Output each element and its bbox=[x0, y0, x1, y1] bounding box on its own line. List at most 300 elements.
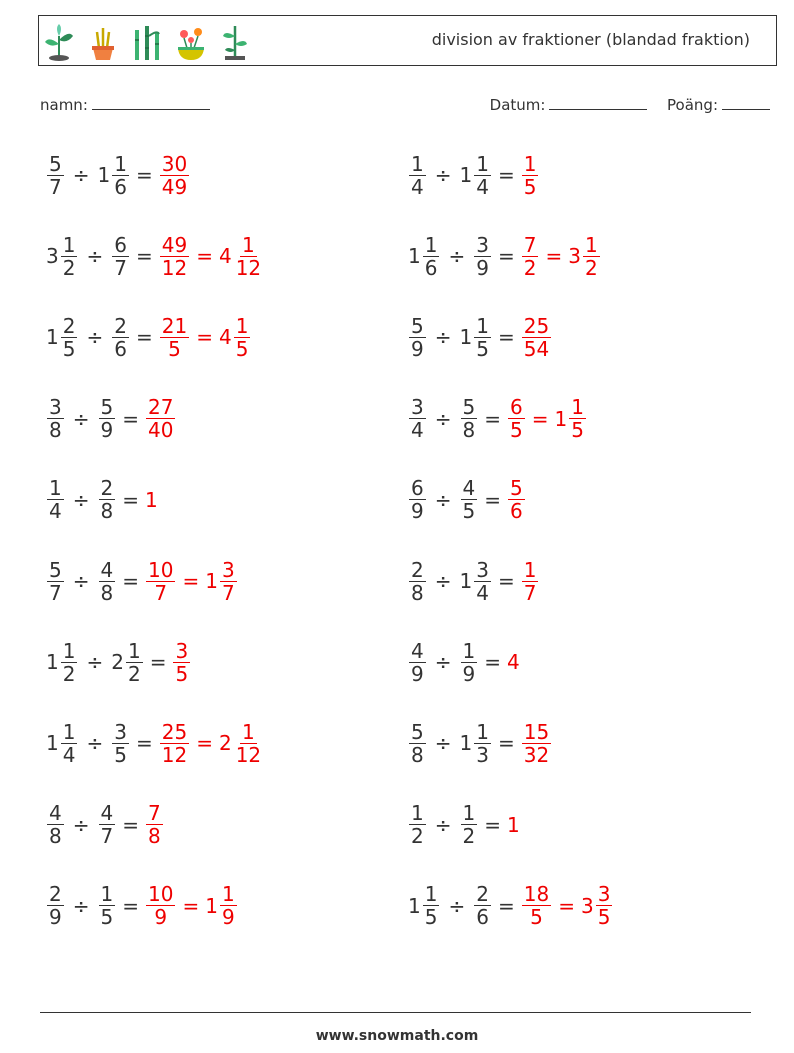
dividend-fraction bbox=[409, 315, 426, 360]
equals-sign: = bbox=[122, 812, 139, 837]
numerator: 4 bbox=[100, 557, 114, 582]
numerator: 1 bbox=[411, 151, 424, 176]
divisor-fraction bbox=[112, 315, 129, 360]
answer bbox=[507, 396, 587, 441]
divisor-fraction bbox=[99, 883, 116, 928]
dividend-whole: 1 bbox=[46, 731, 59, 756]
dividend-whole: 1 bbox=[408, 244, 421, 269]
denominator: 5 bbox=[571, 418, 584, 443]
dividend-number bbox=[46, 802, 65, 847]
problem-item bbox=[408, 876, 613, 936]
dividend-fraction bbox=[409, 396, 426, 441]
problem-item bbox=[408, 145, 539, 205]
numerator: 10 bbox=[148, 557, 174, 582]
denominator: 5 bbox=[168, 336, 181, 361]
numerator: 2 bbox=[476, 882, 489, 907]
bamboo-icon bbox=[129, 22, 165, 62]
answer-number bbox=[159, 315, 190, 360]
numerator: 18 bbox=[523, 882, 550, 907]
divisor-fraction bbox=[461, 477, 478, 522]
problem-item bbox=[46, 713, 264, 773]
denominator: 3 bbox=[476, 742, 489, 767]
dividend-fraction bbox=[47, 802, 64, 847]
divisor-number bbox=[111, 315, 130, 360]
equals-sign: = bbox=[497, 244, 515, 269]
denominator: 7 bbox=[114, 255, 127, 280]
potted-grass-icon bbox=[85, 22, 121, 62]
problem-item bbox=[46, 632, 191, 692]
answer-equals-sign: = bbox=[558, 893, 575, 918]
numerator: 1 bbox=[411, 801, 424, 826]
denominator: 5 bbox=[510, 418, 523, 443]
denominator: 2 bbox=[62, 661, 76, 686]
score-label: Poäng: bbox=[667, 96, 718, 114]
dividend-fraction bbox=[61, 640, 78, 685]
divide-sign: ÷ bbox=[72, 163, 90, 187]
numerator: 3 bbox=[114, 719, 127, 744]
denominator: 2 bbox=[462, 824, 476, 849]
answer-whole: 1 bbox=[205, 569, 218, 593]
numerator: 5 bbox=[411, 719, 424, 744]
divisor-fraction bbox=[112, 153, 129, 198]
dividend-fraction bbox=[61, 315, 78, 360]
denominator: 6 bbox=[424, 255, 438, 280]
answer-number bbox=[568, 234, 600, 279]
numerator: 5 bbox=[49, 557, 62, 582]
answer bbox=[159, 721, 264, 766]
answer-number bbox=[521, 721, 552, 766]
answer-fraction bbox=[160, 721, 189, 766]
denominator: 5 bbox=[476, 336, 489, 361]
denominator: 5 bbox=[523, 174, 537, 199]
divisor-number bbox=[98, 153, 130, 198]
divisor-whole: 1 bbox=[459, 569, 473, 593]
denominator: 8 bbox=[148, 824, 161, 849]
equals-sign: = bbox=[497, 569, 515, 593]
divisor-number bbox=[98, 802, 117, 847]
equals-sign: = bbox=[122, 406, 139, 431]
answer bbox=[521, 559, 540, 604]
date-blank[interactable] bbox=[549, 95, 647, 110]
answer-fraction bbox=[146, 396, 175, 441]
divisor-fraction bbox=[474, 315, 491, 360]
dividend-number bbox=[46, 883, 65, 928]
flower-bowl-icon bbox=[173, 22, 209, 62]
divisor-fraction bbox=[461, 396, 478, 441]
numerator: 1 bbox=[62, 719, 76, 744]
denominator: 8 bbox=[411, 580, 424, 605]
equals-sign: = bbox=[484, 650, 501, 675]
equals-sign: = bbox=[135, 244, 153, 269]
answer-whole: 1 bbox=[145, 487, 158, 512]
denominator: 6 bbox=[114, 336, 127, 361]
numerator: 3 bbox=[49, 395, 62, 420]
numerator: 1 bbox=[127, 638, 141, 663]
answer-whole: 3 bbox=[580, 893, 594, 918]
numerator: 2 bbox=[411, 557, 424, 582]
answer-fraction bbox=[522, 153, 539, 198]
seedling-icon bbox=[217, 22, 253, 62]
problem-item bbox=[408, 307, 552, 367]
worksheet-title: division av fraktioner (blandad fraktion) bbox=[431, 30, 750, 49]
denominator: 40 bbox=[148, 418, 174, 443]
denominator: 8 bbox=[100, 499, 114, 524]
numerator: 5 bbox=[510, 476, 523, 501]
answer-fraction bbox=[522, 721, 551, 766]
answer bbox=[507, 813, 521, 837]
numerator: 1 bbox=[424, 232, 438, 257]
numerator: 3 bbox=[411, 395, 424, 420]
dividend-fraction bbox=[47, 477, 64, 522]
denominator: 9 bbox=[411, 336, 424, 361]
numerator: 3 bbox=[175, 638, 189, 663]
answer bbox=[521, 315, 552, 360]
answer-fraction bbox=[508, 477, 525, 522]
divisor-whole: 2 bbox=[111, 650, 124, 675]
numerator: 4 bbox=[411, 638, 424, 663]
denominator: 2 bbox=[411, 824, 424, 849]
answer-equals-sign: = bbox=[196, 244, 213, 269]
answer bbox=[145, 883, 238, 928]
plant-icons bbox=[41, 22, 253, 62]
problem-item bbox=[408, 551, 539, 611]
denominator: 5 bbox=[175, 661, 189, 686]
numerator: 6 bbox=[510, 395, 523, 420]
divisor-number bbox=[98, 559, 117, 604]
dividend-number bbox=[408, 802, 427, 847]
numerator: 7 bbox=[523, 232, 537, 257]
denominator: 4 bbox=[411, 418, 424, 443]
denominator: 5 bbox=[62, 336, 76, 361]
problem-item bbox=[408, 226, 601, 286]
answer-number bbox=[507, 477, 526, 522]
answer-fraction bbox=[146, 559, 175, 604]
answer-fraction bbox=[146, 883, 175, 928]
denominator: 4 bbox=[411, 174, 424, 199]
answer-number bbox=[145, 883, 176, 928]
equals-sign: = bbox=[497, 325, 515, 350]
answer-number bbox=[145, 396, 176, 441]
divisor-number bbox=[111, 640, 143, 685]
equals-sign: = bbox=[135, 163, 153, 187]
denominator: 5 bbox=[597, 905, 611, 930]
dividend-number bbox=[408, 477, 427, 522]
dividend-fraction bbox=[61, 234, 78, 279]
numerator: 3 bbox=[597, 882, 611, 907]
answer-number bbox=[555, 396, 587, 441]
denominator: 9 bbox=[49, 905, 62, 930]
numerator: 10 bbox=[148, 882, 174, 907]
denominator: 54 bbox=[523, 336, 550, 361]
divisor-number bbox=[111, 234, 130, 279]
equals-sign: = bbox=[484, 487, 501, 512]
numerator: 21 bbox=[161, 313, 188, 338]
denominator: 4 bbox=[476, 174, 489, 199]
numerator: 5 bbox=[411, 313, 424, 338]
divisor-whole: 1 bbox=[97, 163, 111, 187]
answer-equals-sign: = bbox=[531, 406, 549, 431]
equals-sign: = bbox=[135, 325, 153, 350]
answer-whole: 4 bbox=[218, 244, 232, 269]
divisor-fraction bbox=[474, 883, 491, 928]
denominator: 9 bbox=[462, 661, 476, 686]
denominator: 9 bbox=[100, 418, 114, 443]
answer-fraction bbox=[522, 234, 539, 279]
denominator: 4 bbox=[62, 742, 76, 767]
dividend-fraction bbox=[409, 640, 426, 685]
divide-sign: ÷ bbox=[72, 487, 90, 512]
denominator: 8 bbox=[49, 418, 62, 443]
numerator: 1 bbox=[523, 557, 537, 582]
answer bbox=[145, 488, 159, 512]
problem-item bbox=[408, 713, 552, 773]
problem-item bbox=[46, 795, 164, 855]
dividend-whole: 1 bbox=[408, 893, 421, 918]
divide-sign: ÷ bbox=[72, 812, 90, 837]
numerator: 3 bbox=[476, 557, 489, 582]
problem-item bbox=[46, 876, 238, 936]
answer-fraction bbox=[569, 396, 586, 441]
dividend-fraction bbox=[409, 559, 426, 604]
divisor-number bbox=[460, 640, 479, 685]
answer-number bbox=[521, 315, 552, 360]
numerator: 1 bbox=[584, 232, 598, 257]
divisor-fraction bbox=[112, 721, 129, 766]
numerator: 1 bbox=[242, 719, 255, 744]
numerator: 6 bbox=[114, 232, 127, 257]
divisor-number bbox=[460, 802, 479, 847]
numerator: 1 bbox=[476, 151, 489, 176]
denominator: 9 bbox=[221, 905, 235, 930]
dividend-number bbox=[408, 559, 427, 604]
numerator: 27 bbox=[148, 395, 174, 420]
numerator: 1 bbox=[476, 313, 489, 338]
answer-equals-sign: = bbox=[182, 893, 200, 918]
divisor-whole: 1 bbox=[459, 163, 473, 187]
dividend-fraction bbox=[47, 396, 64, 441]
answer-fraction bbox=[160, 315, 189, 360]
divisor-number bbox=[460, 315, 492, 360]
name-label: namn: bbox=[40, 96, 88, 114]
answer-equals-sign: = bbox=[545, 244, 563, 269]
divisor-fraction bbox=[474, 721, 491, 766]
answer bbox=[145, 559, 238, 604]
divisor-fraction bbox=[474, 234, 491, 279]
answer-number bbox=[205, 883, 237, 928]
denominator: 2 bbox=[127, 661, 141, 686]
divisor-number bbox=[473, 883, 492, 928]
numerator: 25 bbox=[161, 719, 188, 744]
denominator: 7 bbox=[49, 174, 62, 199]
answer-fraction bbox=[522, 883, 551, 928]
denominator: 32 bbox=[523, 742, 550, 767]
dividend-number bbox=[46, 477, 65, 522]
denominator: 9 bbox=[154, 905, 168, 930]
problem-item bbox=[408, 470, 526, 530]
divisor-number bbox=[460, 396, 479, 441]
numerator: 1 bbox=[221, 882, 235, 907]
answer-number bbox=[219, 315, 251, 360]
name-blank[interactable] bbox=[92, 95, 210, 110]
numerator: 1 bbox=[235, 313, 249, 338]
denominator: 8 bbox=[49, 824, 62, 849]
dividend-fraction bbox=[409, 477, 426, 522]
denominator: 9 bbox=[476, 255, 489, 280]
numerator: 6 bbox=[411, 476, 424, 501]
date-score-fields bbox=[490, 95, 770, 114]
answer-whole: 4 bbox=[218, 325, 232, 350]
answer bbox=[521, 153, 540, 198]
answer-fraction bbox=[160, 234, 189, 279]
divisor-number bbox=[460, 559, 492, 604]
numerator: 49 bbox=[161, 232, 188, 257]
answer-fraction bbox=[234, 234, 263, 279]
dividend-number bbox=[46, 721, 78, 766]
divisor-whole: 1 bbox=[459, 325, 473, 350]
numerator: 1 bbox=[523, 151, 537, 176]
answer-number bbox=[145, 488, 159, 512]
answer-number bbox=[219, 721, 264, 766]
numerator: 1 bbox=[571, 395, 584, 420]
divide-sign: ÷ bbox=[448, 244, 466, 269]
divide-sign: ÷ bbox=[434, 487, 452, 512]
divisor-number bbox=[460, 721, 492, 766]
answer-fraction bbox=[234, 315, 251, 360]
equals-sign: = bbox=[497, 731, 515, 756]
equals-sign: = bbox=[149, 650, 167, 675]
dividend-number bbox=[46, 640, 78, 685]
denominator: 6 bbox=[476, 905, 489, 930]
answer-whole: 3 bbox=[568, 244, 581, 269]
answer-number bbox=[172, 640, 191, 685]
dividend-fraction bbox=[409, 802, 426, 847]
divide-sign: ÷ bbox=[72, 893, 90, 918]
numerator: 1 bbox=[462, 638, 476, 663]
dividend-number bbox=[408, 234, 440, 279]
denominator: 9 bbox=[411, 499, 424, 524]
answer-number bbox=[507, 650, 521, 674]
answer bbox=[521, 721, 552, 766]
denominator: 12 bbox=[161, 255, 188, 280]
divisor-number bbox=[460, 477, 479, 522]
answer-number bbox=[507, 813, 521, 837]
problem-item bbox=[408, 632, 521, 692]
answer-number bbox=[145, 802, 164, 847]
divisor-fraction bbox=[99, 477, 116, 522]
denominator: 5 bbox=[235, 336, 249, 361]
divisor-number bbox=[98, 883, 117, 928]
equals-sign: = bbox=[122, 487, 139, 512]
denominator: 2 bbox=[584, 255, 598, 280]
divide-sign: ÷ bbox=[72, 406, 90, 431]
answer-fraction bbox=[146, 802, 163, 847]
problem-item bbox=[46, 551, 238, 611]
equals-sign: = bbox=[497, 893, 515, 918]
dividend-number bbox=[46, 396, 65, 441]
divisor-fraction bbox=[112, 234, 129, 279]
divide-sign: ÷ bbox=[434, 650, 452, 675]
answer-equals-sign: = bbox=[196, 325, 213, 350]
answer-number bbox=[581, 883, 613, 928]
denominator: 5 bbox=[114, 742, 127, 767]
divide-sign: ÷ bbox=[86, 731, 104, 756]
numerator: 1 bbox=[476, 719, 489, 744]
divide-sign: ÷ bbox=[72, 569, 90, 593]
dividend-number bbox=[46, 315, 78, 360]
denominator: 5 bbox=[462, 499, 476, 524]
dividend-number bbox=[46, 559, 65, 604]
divisor-fraction bbox=[99, 396, 116, 441]
dividend-fraction bbox=[47, 559, 64, 604]
numerator: 2 bbox=[100, 476, 114, 501]
answer-whole: 1 bbox=[554, 406, 568, 431]
numerator: 5 bbox=[49, 151, 62, 176]
divide-sign: ÷ bbox=[434, 163, 452, 187]
equals-sign: = bbox=[484, 406, 501, 431]
denominator: 6 bbox=[510, 499, 523, 524]
dividend-number bbox=[408, 640, 427, 685]
numerator: 1 bbox=[62, 232, 76, 257]
answer-whole: 1 bbox=[507, 812, 520, 837]
numerator: 1 bbox=[462, 801, 476, 826]
divisor-fraction bbox=[126, 640, 143, 685]
equals-sign: = bbox=[122, 893, 139, 918]
problem-item bbox=[46, 389, 176, 449]
dividend-whole: 1 bbox=[46, 325, 59, 350]
dividend-number bbox=[46, 153, 65, 198]
divisor-fraction bbox=[99, 559, 116, 604]
problem-item bbox=[408, 389, 587, 449]
denominator: 5 bbox=[424, 905, 438, 930]
dividend-fraction bbox=[61, 721, 78, 766]
divisor-number bbox=[98, 396, 117, 441]
divide-sign: ÷ bbox=[434, 406, 452, 431]
answer-whole: 2 bbox=[218, 731, 232, 756]
numerator: 15 bbox=[523, 719, 550, 744]
denominator: 7 bbox=[154, 580, 168, 605]
denominator: 12 bbox=[235, 255, 262, 280]
numerator: 2 bbox=[114, 313, 127, 338]
answer-fraction bbox=[173, 640, 190, 685]
divisor-fraction bbox=[474, 559, 491, 604]
denominator: 5 bbox=[530, 905, 543, 930]
problem-item bbox=[46, 226, 264, 286]
answer-fraction bbox=[522, 315, 551, 360]
answer bbox=[159, 234, 264, 279]
answer-whole: 4 bbox=[507, 650, 520, 675]
denominator: 7 bbox=[523, 580, 537, 605]
divide-sign: ÷ bbox=[434, 731, 452, 756]
problem-item bbox=[46, 307, 251, 367]
dividend-number bbox=[46, 234, 78, 279]
answer-number bbox=[159, 721, 190, 766]
numerator: 3 bbox=[476, 232, 489, 257]
divisor-whole: 1 bbox=[459, 731, 473, 756]
numerator: 3 bbox=[221, 557, 235, 582]
divide-sign: ÷ bbox=[434, 325, 452, 350]
dividend-whole: 3 bbox=[46, 244, 59, 269]
dividend-whole: 1 bbox=[46, 650, 59, 675]
dividend-number bbox=[408, 721, 427, 766]
answer-number bbox=[521, 883, 552, 928]
score-blank[interactable] bbox=[722, 95, 770, 110]
answer-fraction bbox=[234, 721, 263, 766]
answer-number bbox=[159, 153, 190, 198]
numerator: 1 bbox=[424, 882, 438, 907]
denominator: 8 bbox=[100, 580, 114, 605]
equals-sign: = bbox=[497, 163, 515, 187]
divisor-fraction bbox=[99, 802, 116, 847]
